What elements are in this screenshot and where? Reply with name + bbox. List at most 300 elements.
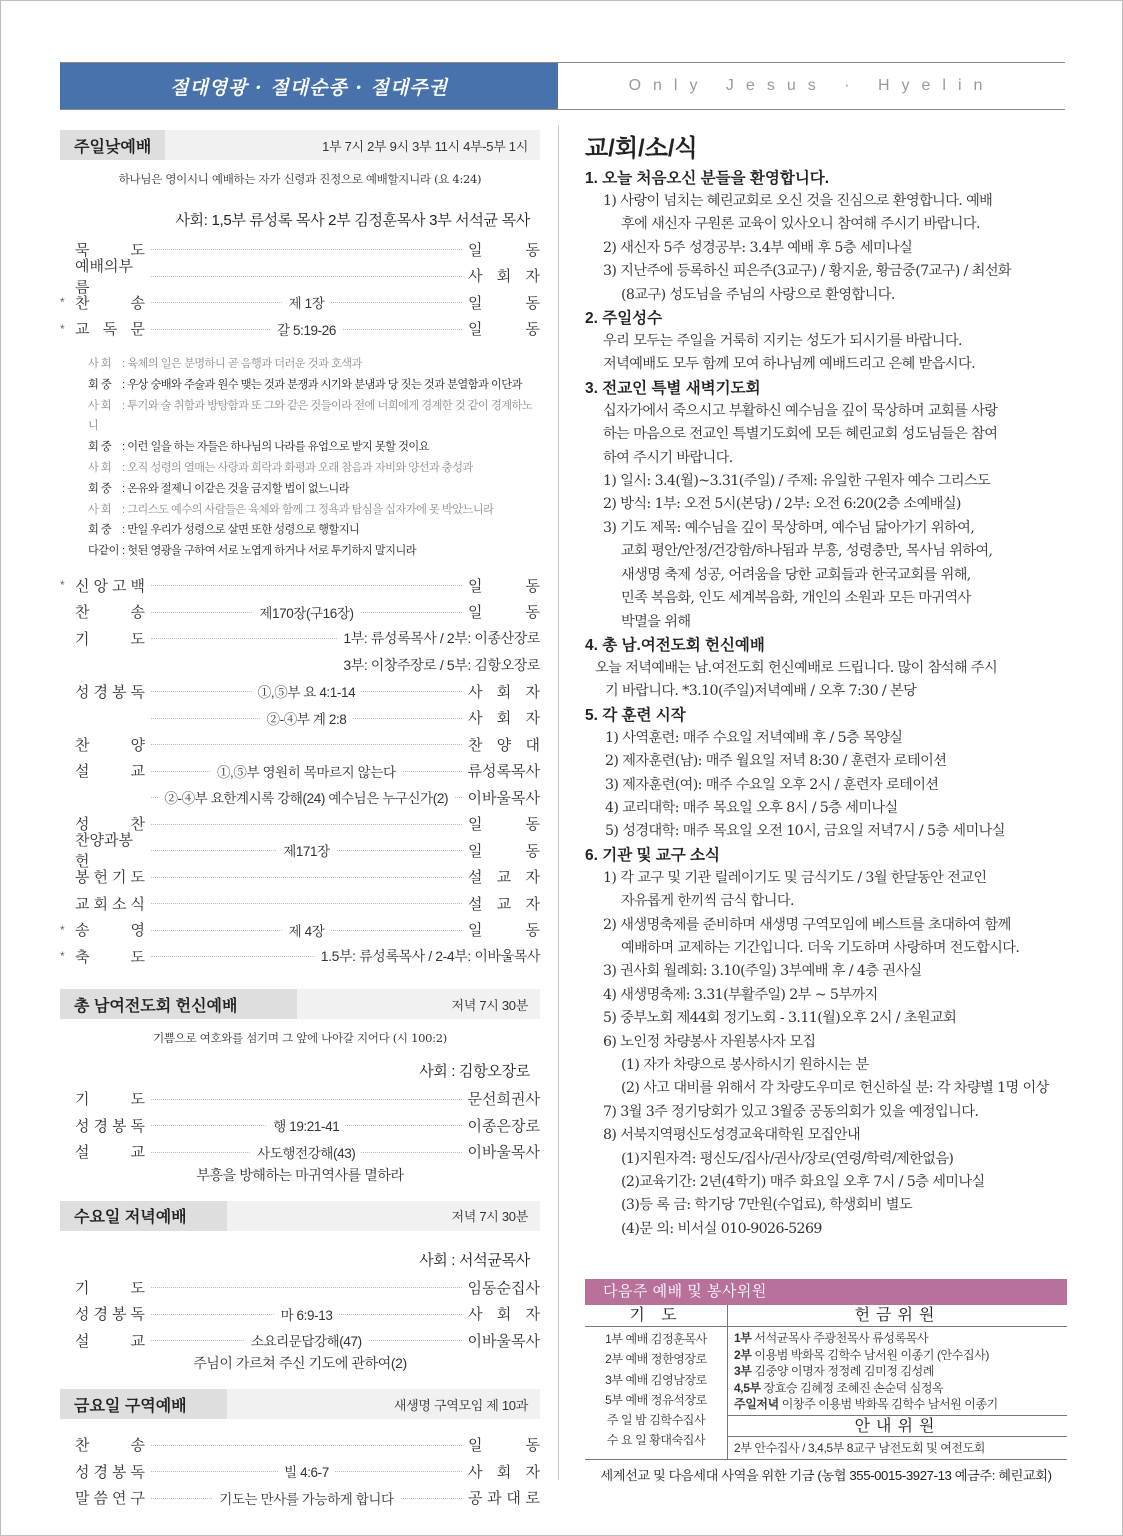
order-item-detail: 소요리문답강해(47) <box>245 1330 368 1350</box>
label-char: 고 <box>112 577 127 595</box>
news-line: 5) 중부노회 제44회 정기노회 - 3.11(월)오후 2시 / 초원교회 <box>603 1010 957 1027</box>
label-char: 기 <box>75 1279 90 1297</box>
order-item-detail: 제 4장 <box>283 920 331 940</box>
prayer-duty-item: 2부 예배 정한영장로 <box>605 1352 707 1367</box>
order-item-detail: 기도는 만사를 가능하게 합니다 <box>213 1488 399 1508</box>
tagline: Only Jesus · Hyelin <box>628 77 995 94</box>
order-item-person: 1부: 류성록목사 / 2부: 이종산장로 <box>343 630 540 647</box>
label-char: 봉 <box>112 683 127 701</box>
order-item-detail: 제 1장 <box>283 292 331 312</box>
offering-duty-item <box>728 1363 1067 1380</box>
label-char: 기 <box>75 630 90 648</box>
order-item-detail: 사도행전강해(43) <box>251 1142 361 1162</box>
order-item-person <box>468 1487 540 1508</box>
order-row <box>60 598 540 625</box>
order-item-label <box>75 919 145 940</box>
order-item-detail: 제171장 <box>277 840 336 860</box>
label-char: 신 <box>75 577 90 595</box>
news-line: 1) 사역훈련: 매주 수요일 저녁예배 후 / 5층 목양실 <box>605 729 903 746</box>
order-item-person <box>468 866 540 887</box>
label-char: 기 <box>112 869 127 887</box>
person-char: 일 <box>468 577 483 595</box>
order-item-person <box>468 1277 540 1298</box>
news-line: 새생명 축제 성공, 어려움을 당한 교회들과 한국교회를 위해, <box>621 566 971 583</box>
order-item-person: 1.5부: 류성록목사 / 2-4부: 이바울목사 <box>320 948 540 965</box>
order-item-label <box>75 946 145 967</box>
news-heading: 2. 주일성수 <box>585 310 663 328</box>
order-item-person <box>468 734 540 755</box>
news-line: 2) 새신자 5주 성경공부: 3.4부 예배 후 5층 세미나실 <box>603 239 913 256</box>
order-item-person <box>468 813 540 834</box>
offering-part: 4,5부 <box>734 1380 761 1395</box>
order-item-person <box>468 681 540 702</box>
order-row <box>60 1484 540 1511</box>
reading-speaker: 사 회 <box>88 358 112 370</box>
label-char: 설 <box>75 1332 90 1350</box>
label-char: 봉 <box>112 1306 127 1324</box>
order-row <box>60 784 540 811</box>
order-row <box>60 832 540 871</box>
order-row <box>60 572 540 599</box>
person-char: 자 <box>525 268 540 286</box>
dotted-leader <box>151 731 462 758</box>
service-subtitle: 새생명 구역모임 제 10과 <box>393 1397 528 1413</box>
order-item-person <box>468 840 540 861</box>
prayer-duty-item: 1부 예배 김정훈목사 <box>605 1332 707 1346</box>
required-standing-mark: * <box>60 922 65 937</box>
person-char: 문선희권사 <box>467 1091 540 1109</box>
label-char: 도 <box>130 241 145 259</box>
motto: 절대영광 · 절대순종 · 절대주권 <box>60 63 558 109</box>
order-item-label <box>75 318 145 339</box>
person-char: 동 <box>525 816 540 834</box>
presider: 사회 : 김항오장로 <box>419 1063 530 1081</box>
order-item-detail: 마 6:9-13 <box>275 1304 339 1324</box>
order-row <box>60 678 540 705</box>
label-char: 교 <box>130 763 145 781</box>
news-line: (2) 사고 대비를 위해서 각 차량도우미로 헌신하실 분: 각 차량별 1명 이상 <box>621 1080 1049 1097</box>
person-char: 일 <box>468 842 483 860</box>
news-line: 오늘 저녁예배는 남.여전도회 헌신예배로 드립니다. 많이 참석해 주시 <box>595 659 998 676</box>
offering-header: 헌금위원 <box>728 1305 1067 1327</box>
dotted-leader <box>151 1300 462 1327</box>
label-char: 성 <box>75 816 90 834</box>
news-line: 3) 권사회 월례회: 3.10(주일) 3부예배 후 / 4층 권사실 <box>603 963 922 980</box>
dotted-leader <box>151 943 315 970</box>
reading-line <box>88 396 540 438</box>
order-item-person <box>468 707 540 728</box>
prayer-header: 기 도 <box>585 1305 727 1327</box>
person-char: 이바울목사 <box>467 1144 540 1162</box>
label-char: 도 <box>130 869 145 887</box>
order-item-label <box>75 1115 145 1136</box>
label-char: 묵 <box>75 241 90 259</box>
dotted-leader <box>151 916 462 943</box>
reading-text: : 헛된 영광을 구하여 서로 노엽게 하거나 서로 투기하지 말지니라 <box>122 545 417 558</box>
person-char: 양 <box>496 736 512 754</box>
order-row <box>60 1112 540 1139</box>
label-char: 성 <box>75 1463 90 1481</box>
worship-order-column <box>60 130 540 1511</box>
dotted-leader <box>151 316 462 343</box>
news-line: 1) 사랑이 넘치는 혜린교회로 오신 것을 진심으로 환영합니다. 예배 <box>603 193 993 209</box>
dotted-leader <box>151 863 462 890</box>
person-char: 찬 <box>468 736 483 754</box>
order-item-person <box>468 1434 540 1455</box>
required-standing-mark: * <box>60 578 65 593</box>
news-heading: 3. 전교인 특별 새벽기도회 <box>585 379 761 397</box>
order-item-person <box>468 1088 540 1109</box>
order-row <box>60 1274 540 1301</box>
order-item-person <box>468 1303 540 1324</box>
reading-speaker: 다같이 <box>88 545 119 558</box>
church-news-column <box>585 128 1067 1241</box>
required-standing-mark: * <box>60 321 65 336</box>
order-list <box>60 1274 540 1354</box>
offering-column <box>728 1305 1067 1459</box>
usher-text: 2부 안수집사 / 3,4,5부 8교구 남전도회 및 여전도회 <box>734 1440 985 1455</box>
person-char: 동 <box>525 241 540 259</box>
reading-line <box>88 354 540 375</box>
dotted-leader <box>151 704 462 731</box>
news-line: 예배하며 교제하는 기간입니다. 더욱 기도하며 사랑하며 전도합시다. <box>621 939 1020 956</box>
person-char: 회 <box>496 1306 512 1324</box>
service-times: 1부 7시 2부 9시 3부 11시 4부-5부 1시 <box>322 138 528 154</box>
label-char: 연 <box>112 1490 127 1508</box>
label-char: 성 <box>75 1117 90 1135</box>
person-char: 임동순집사 <box>467 1279 540 1297</box>
news-line: (2)교육기간: 2년(4학기) 매주 화요일 오후 7시 / 5층 세미나실 <box>621 1174 985 1191</box>
offering-list <box>728 1327 1067 1415</box>
order-row <box>60 1431 540 1458</box>
order-row <box>60 1458 540 1485</box>
news-line: 3) 제자훈련(여): 매주 수요일 오후 2시 / 훈련자 로테이션 <box>605 776 939 793</box>
service-time: 저녁 7시 30분 <box>451 997 528 1013</box>
order-item-label <box>75 1487 145 1508</box>
dotted-leader <box>151 1085 462 1112</box>
dotted-leader <box>151 810 462 837</box>
news-title: 교/회/소/식 <box>585 135 698 162</box>
person-char: 설 <box>468 895 483 913</box>
presider: 사회: 1,5부 류성록 목사 2부 김정훈목사 3부 서석균 목사 <box>175 212 530 229</box>
service-time: 저녁 7시 30분 <box>451 1209 528 1225</box>
label-char: 교 <box>75 321 90 339</box>
column-divider <box>558 125 559 1480</box>
order-row <box>60 1327 540 1354</box>
order-item-detail: ①,⑤부 영원히 목마르지 않는다 <box>211 761 402 781</box>
order-row <box>60 316 540 343</box>
usher-header: 안내위원 <box>728 1415 1067 1437</box>
order-row <box>60 289 540 316</box>
dotted-leader <box>151 572 462 599</box>
dotted-leader <box>151 837 462 864</box>
dotted-leader <box>151 1458 462 1485</box>
person-char: 자 <box>525 683 540 701</box>
label-char: 소 <box>112 895 127 913</box>
order-item-person <box>468 265 540 286</box>
section-title: 주일낮예배 <box>60 130 165 160</box>
person-char: 회 <box>496 683 512 701</box>
reading-line <box>88 541 540 562</box>
person-char: 일 <box>468 604 483 622</box>
reading-speaker: 회 중 <box>88 441 112 454</box>
person-char: 자 <box>525 1306 540 1324</box>
dotted-leader <box>151 757 462 784</box>
dotted-leader <box>151 1484 462 1511</box>
responsive-reading <box>88 354 540 562</box>
label-char: 영 <box>130 922 145 940</box>
reading-speaker: 사 회 <box>88 503 112 516</box>
person-char: 자 <box>525 1463 540 1481</box>
prayer-duty-item: 3부 예배 김영남장로 <box>605 1372 707 1387</box>
order-item-label <box>75 1303 145 1324</box>
prayer-duty-item: 수 요 일 황대숙집사 <box>606 1433 706 1448</box>
label-char: 찬 <box>75 294 90 312</box>
evening-service-header <box>60 989 540 1019</box>
section-title: 총 남여전도회 헌신예배 <box>60 989 297 1019</box>
label-char: 축 <box>75 948 90 966</box>
label-char: 송 <box>130 604 145 622</box>
label-char: 헌 <box>93 869 108 887</box>
label-char: 회 <box>93 895 108 913</box>
order-item-person: 3부: 이창주장로 / 5부: 김항오장로 <box>343 656 540 673</box>
order-item-person <box>468 575 540 596</box>
order-item-person <box>468 787 540 808</box>
person-char: 자 <box>525 869 540 887</box>
order-row <box>60 1300 540 1327</box>
dotted-leader <box>151 289 462 316</box>
order-item-label <box>75 628 145 649</box>
reading-speaker: 회 중 <box>88 482 112 495</box>
news-line: 3) 기도 제목: 예수님을 깊이 묵상하며, 예수님 닮아가기 위하여, <box>603 519 975 536</box>
order-item-label <box>75 734 145 755</box>
reading-speaker: 회 중 <box>88 524 112 537</box>
order-list <box>60 236 540 342</box>
person-char: 류성록목사 <box>467 763 540 781</box>
order-item-person <box>468 893 540 914</box>
dotted-leader <box>151 1327 462 1354</box>
person-char: 교 <box>496 895 512 913</box>
offering-part: 3부 <box>734 1364 752 1378</box>
reading-text: : 투기와 술 취함과 방탕함과 또 그와 같은 것들이라 전에 너희에게 경계한 것 같이 경계하노니 <box>88 399 533 433</box>
reading-line <box>88 500 540 521</box>
order-item-label <box>75 1461 145 1482</box>
order-item-label <box>75 866 145 887</box>
order-row <box>60 625 540 652</box>
person-char: 사 <box>468 1306 483 1324</box>
dotted-leader <box>151 625 337 652</box>
label-char: 설 <box>75 763 90 781</box>
label-char: 독 <box>102 321 118 339</box>
label-char: 교 <box>75 895 90 913</box>
sermon-subtitle: 주님이 가르쳐 주신 기도에 관하여(2) <box>193 1355 407 1372</box>
person-char: 회 <box>496 1463 512 1481</box>
label-char: 독 <box>130 1306 145 1324</box>
news-line: 박멸을 위해 <box>621 613 691 630</box>
label-char: 백 <box>130 577 145 595</box>
person-char: 대 <box>506 1490 521 1508</box>
news-line: 자유롭게 한끼씩 금식 합니다. <box>621 893 794 910</box>
label-char: 독 <box>130 683 145 701</box>
dotted-leader <box>151 678 462 705</box>
label-char: 도 <box>130 1279 145 1297</box>
person-char: 회 <box>496 710 512 728</box>
person-char: 일 <box>468 816 483 834</box>
order-row <box>60 757 540 784</box>
news-line: (1)지원자격: 평신도/집사/권사/장로(연령/학력/제한없음) <box>621 1150 954 1167</box>
news-line: 2) 제자훈련(남): 매주 월요일 저녁 8:30 / 훈련자 로테이션 <box>605 753 947 770</box>
label-char: 앙 <box>93 577 108 595</box>
offering-duty-item <box>728 1380 1067 1397</box>
next-week-duty-panel <box>585 1279 1067 1484</box>
order-list <box>60 572 540 970</box>
dotted-leader <box>151 784 462 811</box>
reading-text: : 온유와 절제니 이같은 것을 금지할 법이 없느니라 <box>122 482 350 495</box>
news-line: 2) 방식: 1부: 오전 5시(본당) / 2부: 오전 6:20(2층 소예배실) <box>603 496 961 513</box>
required-standing-mark: * <box>60 295 65 310</box>
order-item-person <box>468 919 540 940</box>
order-item-label <box>75 760 145 781</box>
label-char: 경 <box>93 683 108 701</box>
person-char: 동 <box>525 922 540 940</box>
person-char: 동 <box>525 1437 540 1455</box>
news-line: 4) 교리대학: 매주 목요일 오후 8시 / 5층 세미나실 <box>605 799 898 816</box>
label-char: 성 <box>75 683 90 701</box>
order-item-detail: 행 19:21-41 <box>267 1115 345 1135</box>
order-item-detail: ①,⑤부 요 4:1-14 <box>252 681 361 701</box>
prayer-duty-item: 주 일 밤 김학수집사 <box>606 1413 706 1428</box>
news-heading: 1. 오늘 처음오신 분들을 환영합니다. <box>585 170 830 187</box>
label-char: 말 <box>75 1490 90 1508</box>
label-char: 설 <box>75 1144 90 1162</box>
required-standing-mark: * <box>60 949 65 964</box>
label-char: 성 <box>75 1306 90 1324</box>
reading-line <box>88 375 540 396</box>
order-item-label <box>75 1434 145 1455</box>
order-row <box>60 943 540 970</box>
friday-service-header <box>60 1389 540 1419</box>
label-char: 문 <box>130 321 145 339</box>
order-row <box>60 731 540 758</box>
dotted-leader <box>151 890 462 917</box>
news-line: (3)등 록 금: 학기당 7만원(수업료), 학생회비 별도 <box>621 1197 912 1214</box>
person-char: 일 <box>468 321 483 339</box>
order-item-label <box>75 292 145 313</box>
reading-text: : 그리스도 예수의 사람들은 육체와 함께 그 정욕과 탐심을 십자가에 못 박았느니라 <box>122 503 494 516</box>
news-line: 하여 주시기 바랍니다. <box>603 449 733 466</box>
order-item-detail: ②-④부 요한계시록 강해(24) 예수님은 누구신가(2) <box>158 787 454 807</box>
order-row <box>60 257 540 296</box>
reading-line <box>88 458 540 479</box>
news-line: 5) 성경대학: 매주 목요일 오전 10시, 금요일 저녁7시 / 5층 세미나실 <box>605 823 1005 840</box>
person-char: 공 <box>468 1490 483 1508</box>
sunday-service-header <box>60 130 540 160</box>
label-char: 교 <box>130 1332 145 1350</box>
label-char: 경 <box>93 1463 108 1481</box>
offering-duty-item <box>728 1330 1067 1347</box>
top-banner <box>60 62 1065 110</box>
order-list <box>60 1431 540 1511</box>
news-line: 3) 지난주에 등록하신 피은주(3교구) / 황지윤, 황금중(7교구) / 최선화 <box>603 263 1012 280</box>
order-row <box>60 704 540 731</box>
label-char: 구 <box>130 1490 145 1508</box>
label-char: 찬 <box>130 816 145 834</box>
wednesday-service-header <box>60 1201 540 1231</box>
reading-line <box>88 437 540 458</box>
theme-verse: 기쁨으로 여호와를 섬기며 그 앞에 나아갈 지어다 (시 100:2) <box>153 1031 447 1046</box>
news-line: 6) 노인정 차량봉사 자원봉사자 모집 <box>603 1033 816 1050</box>
reading-speaker: 회 중 <box>88 378 112 391</box>
duty-header: 다음주 예배 및 봉사위원 <box>585 1279 1067 1305</box>
reading-speaker: 사 회 <box>88 399 112 412</box>
order-row <box>60 651 540 678</box>
order-row <box>60 1085 540 1112</box>
mission-fund-note: 세계선교 및 다음세대 사역을 위한 기금 (농협 355-0015-3927-13 예금주: 혜린교회) <box>600 1467 1052 1483</box>
label-char: 찬 <box>75 604 90 622</box>
news-heading: 4. 총 남.여전도회 헌신예배 <box>585 636 765 654</box>
prayer-list <box>585 1327 727 1451</box>
order-item-label <box>75 601 145 622</box>
label-char: 식 <box>130 895 145 913</box>
label-char: 경 <box>93 1117 108 1135</box>
news-heading: 5. 각 훈련 시작 <box>585 706 686 724</box>
offering-names: 김중양 이명자 정정례 김미정 김성례 <box>754 1364 935 1378</box>
order-row <box>60 1138 540 1165</box>
order-item-label <box>75 893 145 914</box>
person-char: 자 <box>525 710 540 728</box>
offering-part: 2부 <box>734 1347 752 1362</box>
reading-text: : 육체의 일은 분명하니 곧 음행과 더러운 것과 호색과 <box>122 358 362 370</box>
order-item-label <box>75 681 145 702</box>
news-line: 기 바랍니다. *3.10(주일)저녁예배 / 오후 7:30 / 본당 <box>605 683 917 700</box>
news-line: 8) 서북지역평신도성경교육대학원 모집안내 <box>603 1127 861 1144</box>
offering-names: 이창주 이용범 박화목 김학수 남서원 이종기 <box>781 1397 998 1411</box>
news-line: (8교구) 성도님을 주님의 사랑으로 환영합니다. <box>621 286 895 303</box>
sermon-subtitle: 부흥을 방해하는 마귀역사를 멸하라 <box>196 1166 404 1183</box>
order-item-person <box>468 760 540 781</box>
person-char: 과 <box>487 1490 502 1508</box>
offering-duty-item <box>728 1347 1067 1364</box>
person-char: 일 <box>468 294 483 312</box>
label-char: 송 <box>130 294 145 312</box>
order-item-label <box>75 1330 145 1351</box>
dotted-leader <box>151 1138 462 1165</box>
news-line: (1) 자가 차량으로 봉사하시기 원하시는 분 <box>621 1057 869 1073</box>
dotted-leader <box>151 598 462 625</box>
label-char: 예배의부름 <box>75 257 133 296</box>
label-char: 봉 <box>75 869 90 887</box>
person-char: 사 <box>468 683 483 701</box>
dotted-leader <box>151 1112 462 1139</box>
label-char: 씀 <box>93 1490 108 1508</box>
person-char: 동 <box>525 294 540 312</box>
reading-text: : 우상 숭배와 주술과 원수 맺는 것과 분쟁과 시기와 분냄과 당 짓는 것과 분열함과 이단과 <box>122 378 522 391</box>
order-item-detail: ②-④부 계 2:8 <box>261 708 353 728</box>
dotted-leader <box>151 1431 462 1458</box>
news-line: 후에 새신자 구원론 교육이 있사오니 참여해 주시기 바랍니다. <box>621 216 980 233</box>
order-item-person <box>468 1461 540 1482</box>
order-item-person <box>468 239 540 260</box>
news-heading: 6. 기관 및 교구 소식 <box>585 846 720 864</box>
prayer-column <box>585 1305 728 1459</box>
label-char: 송 <box>75 922 90 940</box>
section-title: 금요일 구역예배 <box>60 1389 227 1419</box>
news-line: 십자가에서 죽으시고 부활하신 예수님을 깊이 묵상하며 교회를 사랑 <box>603 402 998 419</box>
label-char: 찬 <box>75 1437 90 1455</box>
label-char: 독 <box>130 1463 145 1481</box>
order-item-person <box>468 1115 540 1136</box>
order-row <box>60 863 540 890</box>
